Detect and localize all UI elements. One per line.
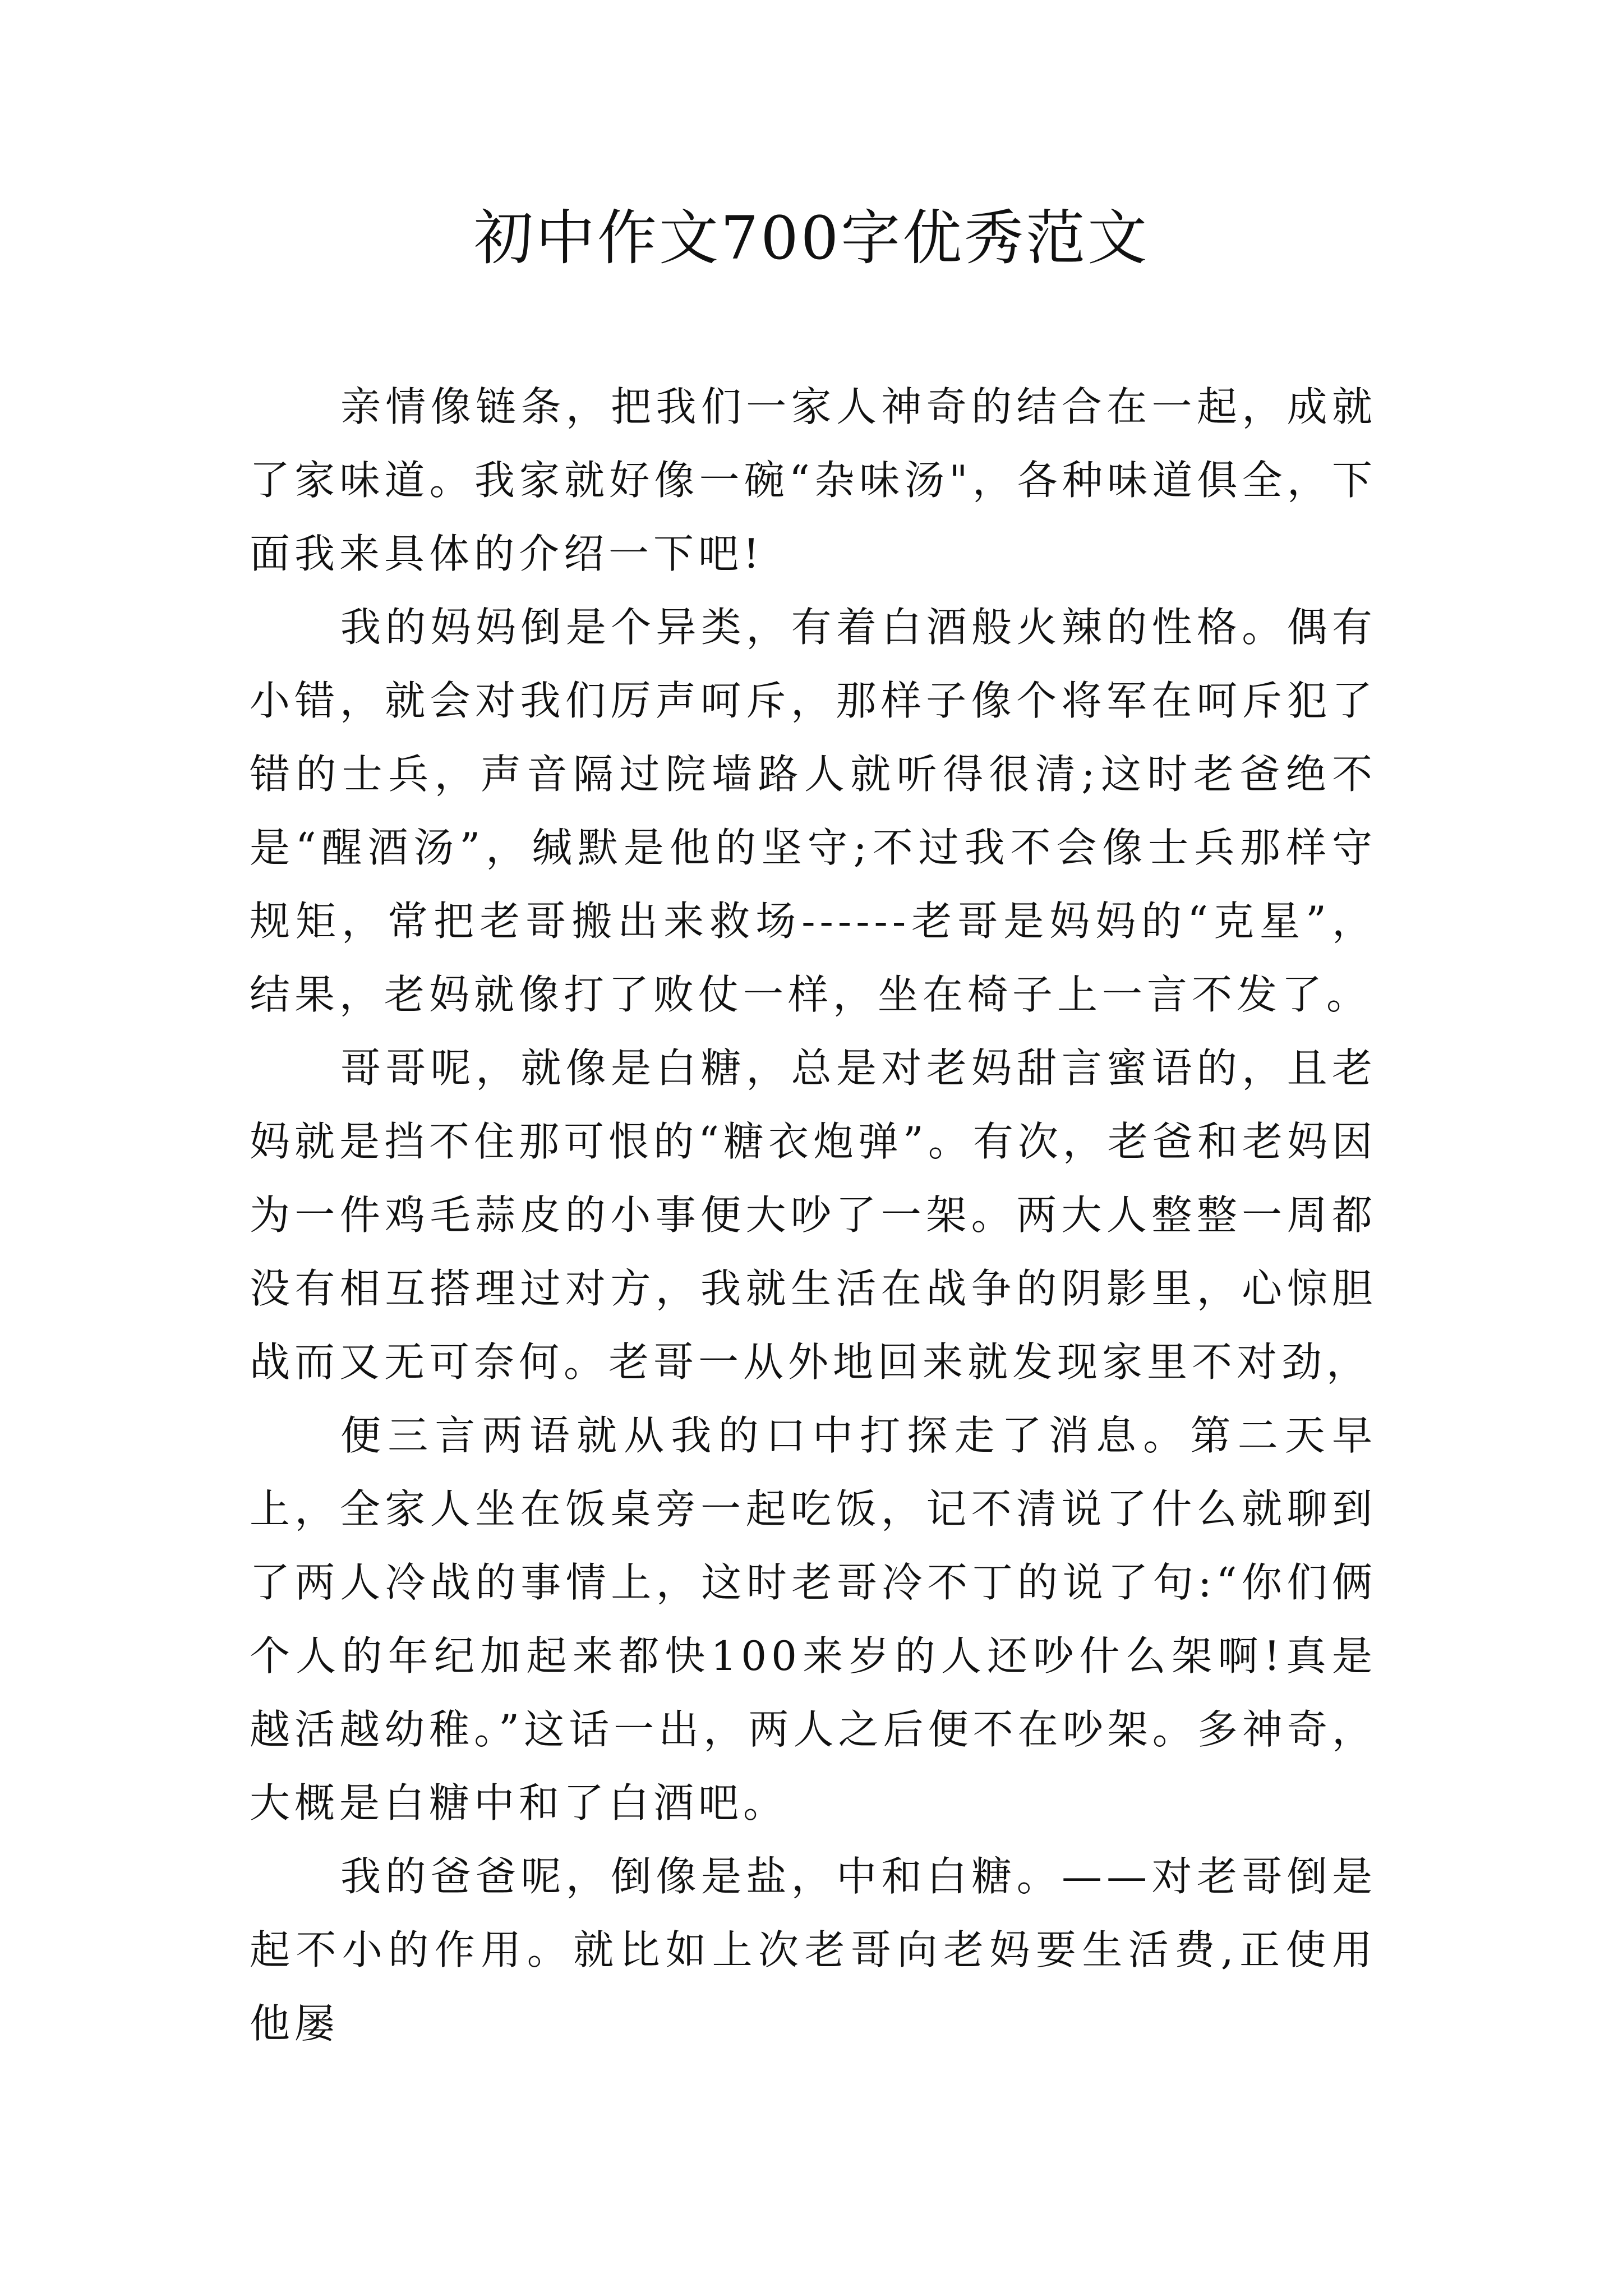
paragraph: 亲情像链条，把我们一家人神奇的结合在一起，成就了家味道。我家就好像一碗“杂味汤"，各种味道俱全，下面我来具体的介绍一下吧! (250, 383, 1377, 577)
paragraph: 哥哥呢，就像是白糖，总是对老妈甜言蜜语的，且老妈就是挡不住那可恨的“糖衣炮弹”。有次，老爸和老妈因为一件鸡毛蒜皮的小事便大吵了一架。两大人整整一周都没有相互搭理过对方，我就生活在战争的阴影里，心惊胆战而又无可奈何。老哥一从外地回来就发现家里不对劲， (250, 1045, 1377, 1386)
paragraph: 我的妈妈倒是个异类，有着白酒般火辣的性格。偶有小错，就会对我们厉声呵斥，那样子像个将军在呵斥犯了错的士兵，声音隔过院墙路人就听得很清;这时老爸绝不是“醒酒汤”，缄默是他的坚守;不过我不会像士兵那样守规矩，常把老哥搬出来救场------老哥是妈妈的“克星”，结果，老妈就像打了败仗一样，坐在椅子上一言不发了。 (250, 604, 1377, 1018)
document-title: 初中作文700字优秀范文 (473, 204, 1150, 273)
paragraph: 便三言两语就从我的口中打探走了消息。第二天早上，全家人坐在饭桌旁一起吃饭，记不清说了什么就聊到了两人冷战的事情上，这时老哥冷不丁的说了句:“你们俩个人的年纪加起来都快100来岁的人还吵什么架啊!真是越活越幼稚。”这话一出，两人之后便不在吵架。多神奇，大概是白糖中和了白酒吧。 (250, 1412, 1377, 1826)
paragraph: 我的爸爸呢，倒像是盐，中和白糖。——对老哥倒是起不小的作用。就比如上次老哥向老妈要生活费,正使用他屡 (250, 1853, 1377, 2047)
document-body (250, 370, 1377, 2060)
